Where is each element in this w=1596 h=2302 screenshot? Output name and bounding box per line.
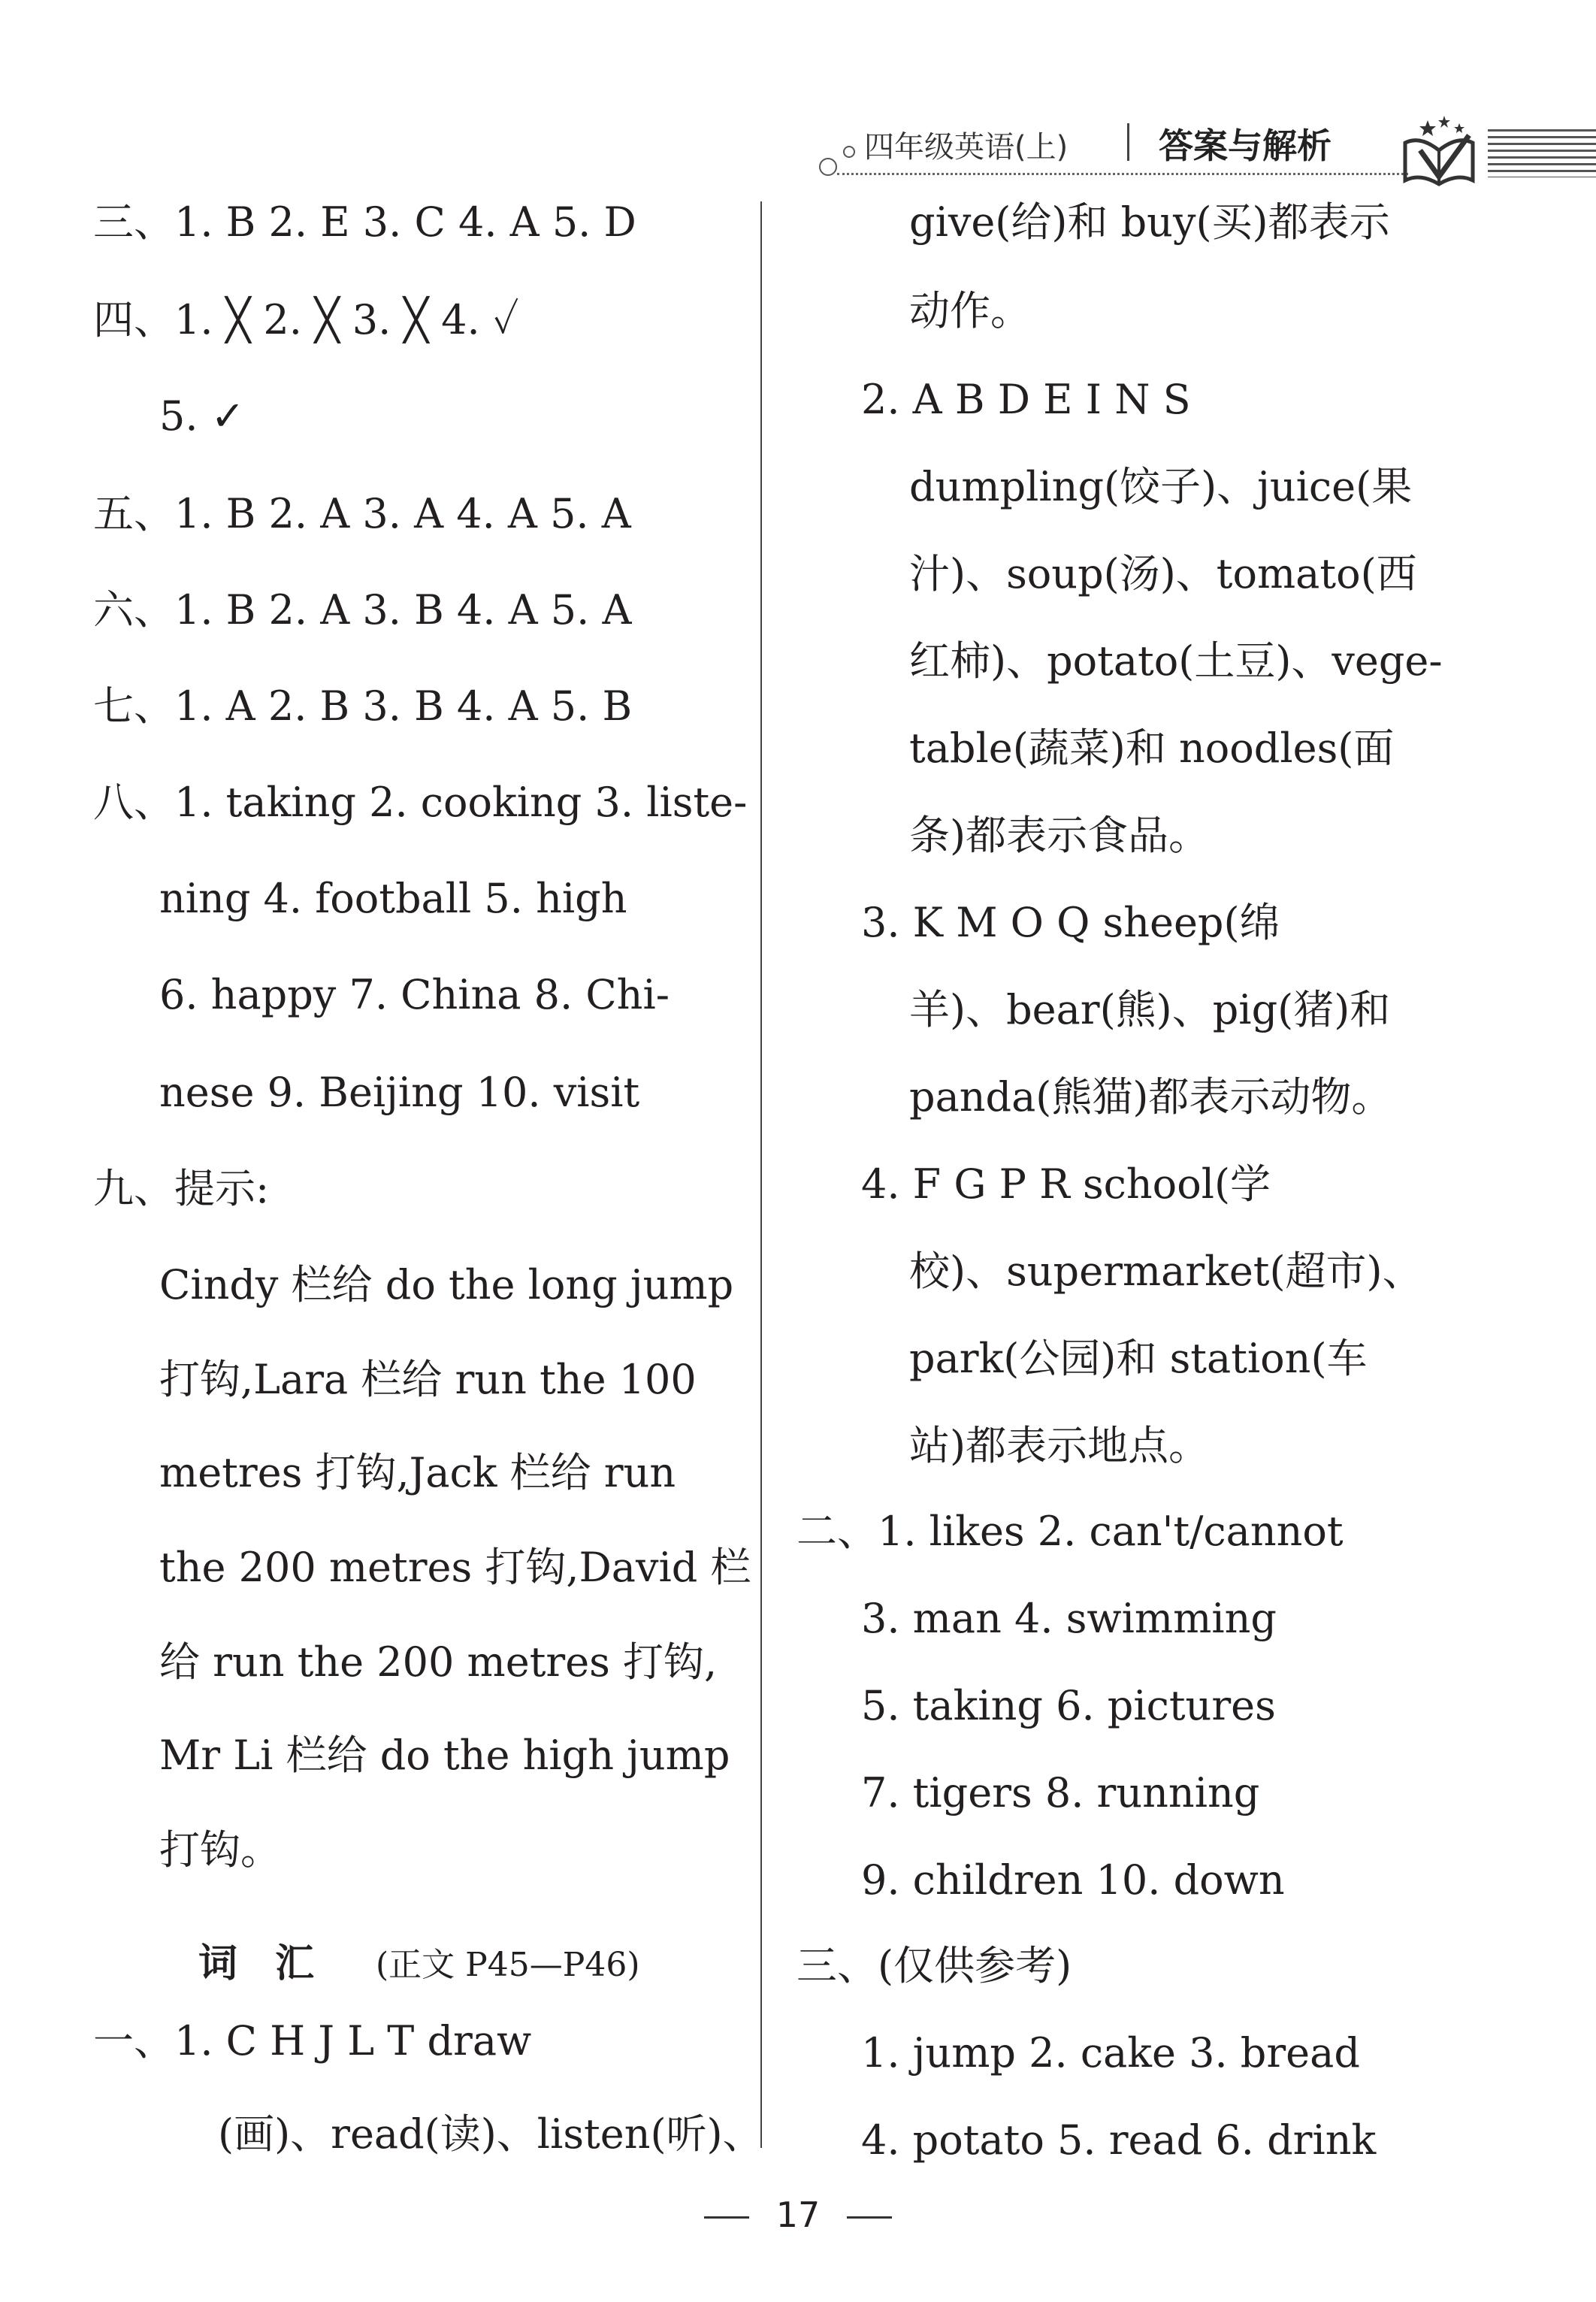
answer-line: ning 4. football 5. high — [159, 875, 627, 922]
header-ornament-small-icon — [843, 146, 855, 158]
answer-line: metres 打钩,Jack 栏给 run — [159, 1449, 676, 1496]
answer-line: 给 run the 200 metres 打钩, — [159, 1638, 718, 1686]
answer-line: 一、1. C H J L T draw — [93, 2017, 532, 2065]
answer-line: 四、1. ╳ 2. ╳ 3. ╳ 4. ✓ — [93, 296, 519, 343]
vocab-section-title: 词汇 — [198, 1941, 352, 1986]
answer-line: 五、1. B 2. A 3. A 4. A 5. A — [93, 490, 631, 537]
answer-line: 九、提示: — [93, 1165, 270, 1212]
page-number-dash-left — [704, 2216, 749, 2219]
answer-line: 七、1. A 2. B 3. B 4. A 5. B — [93, 682, 633, 730]
answer-line: Mr Li 栏给 do the high jump — [159, 1732, 730, 1779]
answer-line: 动作。 — [909, 287, 1031, 334]
answer-line: 4. F G P R school(学 — [861, 1160, 1271, 1208]
header-separator — [1127, 123, 1129, 161]
answer-line: give(给)和 buy(买)都表示 — [909, 198, 1390, 246]
answer-line: dumpling(饺子)、juice(果 — [909, 463, 1413, 510]
answer-line: nese 9. Beijing 10. visit — [159, 1069, 640, 1116]
answer-line: 校)、supermarket(超市)、 — [909, 1248, 1423, 1295]
answer-line: 9. children 10. down — [861, 1856, 1285, 1904]
answer-line: 羊)、bear(熊)、pig(猪)和 — [909, 986, 1391, 1033]
header-ornament-icon — [819, 158, 837, 176]
answer-line: 5. taking 6. pictures — [861, 1682, 1276, 1729]
header-stripes — [1488, 129, 1596, 177]
answer-line: 6. happy 7. China 8. Chi- — [159, 971, 670, 1018]
page-header — [804, 113, 1596, 195]
vocab-section-range: (正文 P45—P46) — [376, 1946, 640, 1984]
answer-line: 二、1. likes 2. can't/cannot — [796, 1508, 1344, 1555]
answer-line: 三、(仅供参考) — [796, 1942, 1072, 1989]
answer-line: 1. jump 2. cake 3. bread — [861, 2029, 1360, 2077]
answer-line: 2. A B D E I N S — [861, 376, 1191, 423]
page-number — [0, 2195, 1596, 2235]
answer-line: 站)都表示地点。 — [909, 1422, 1210, 1469]
answer-line: 3. man 4. swimming — [861, 1595, 1277, 1642]
answer-line: 条)都表示食品。 — [909, 812, 1210, 859]
page-number-dash-right — [847, 2216, 892, 2219]
answer-line: 7. tigers 8. running — [861, 1769, 1260, 1816]
answer-line: 3. K M O Q sheep(绵 — [861, 899, 1280, 946]
answer-line: Cindy 栏给 do the long jump — [159, 1261, 734, 1308]
answer-line: 六、1. B 2. A 3. B 4. A 5. A — [93, 586, 632, 634]
header-dotted-line — [837, 173, 1408, 175]
answer-line: 5. ✓ — [159, 392, 245, 440]
answer-line: the 200 metres 打钩,David 栏 — [159, 1544, 751, 1591]
answer-line: 打钩。 — [159, 1826, 281, 1874]
column-divider — [760, 201, 762, 2148]
answer-line: 4. potato 5. read 6. drink — [861, 2116, 1377, 2164]
answer-line: 汁)、soup(汤)、tomato(西 — [909, 550, 1417, 597]
answer-line: panda(熊猫)都表示动物。 — [909, 1073, 1392, 1121]
answer-line: 红柿)、potato(土豆)、vege- — [909, 637, 1443, 685]
answer-line: table(蔬菜)和 noodles(面 — [909, 724, 1395, 772]
answer-line: 三、1. B 2. E 3. C 4. A 5. D — [93, 198, 636, 246]
answer-line: 打钩,Lara 栏给 run the 100 — [159, 1356, 697, 1403]
answer-line: park(公园)和 station(车 — [909, 1335, 1368, 1382]
page-number-value: 17 — [775, 2195, 821, 2235]
book-logo-icon — [1398, 113, 1480, 188]
header-subject: 四年级英语(上) — [864, 130, 1069, 165]
answer-line: 八、1. taking 2. cooking 3. liste- — [93, 779, 748, 826]
answer-line: (画)、read(读)、listen(听)、 — [218, 2110, 763, 2158]
header-section-title: 答案与解析 — [1159, 126, 1332, 166]
